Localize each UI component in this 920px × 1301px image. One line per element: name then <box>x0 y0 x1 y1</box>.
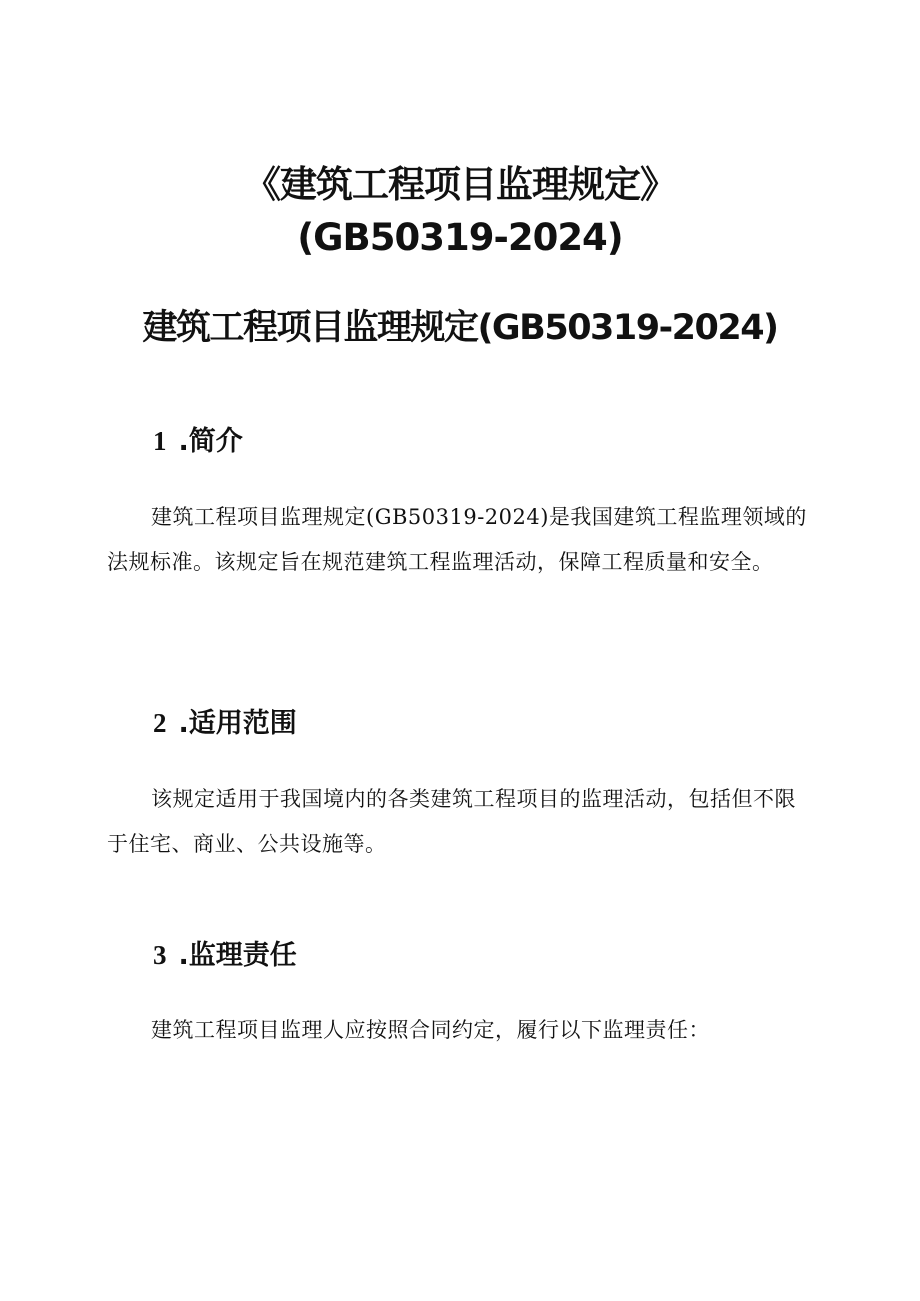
section-body-intro: 建筑工程项目监理规定(GB50319-2024)是我国建筑工程监理领域的法规标准。该规定旨在规范建筑工程监理活动，保障工程质量和安全。 <box>107 505 807 574</box>
section-number: 3 <box>153 940 167 970</box>
section-body-responsibility: 建筑工程项目监理人应按照合同约定，履行以下监理责任： <box>151 1018 710 1042</box>
section-heading-text: .监理责任 <box>178 940 297 971</box>
section-heading-intro <box>153 423 243 460</box>
section-body-scope: 该规定适用于我国境内的各类建筑工程项目的监理活动，包括但不限于住宅、商业、公共设施等。 <box>107 787 796 856</box>
section-heading-scope <box>153 705 297 742</box>
section-heading-text: .简介 <box>178 426 243 457</box>
document-title: 《建筑工程项目监理规定》(GB50319-2024) <box>244 163 676 259</box>
section-heading-responsibility <box>153 937 297 974</box>
document-subtitle: 建筑工程项目监理规定(GB50319-2024) <box>142 308 778 348</box>
section-number: 2 <box>153 708 167 738</box>
section-heading-text: .适用范围 <box>178 708 297 739</box>
section-number: 1 <box>153 426 167 456</box>
